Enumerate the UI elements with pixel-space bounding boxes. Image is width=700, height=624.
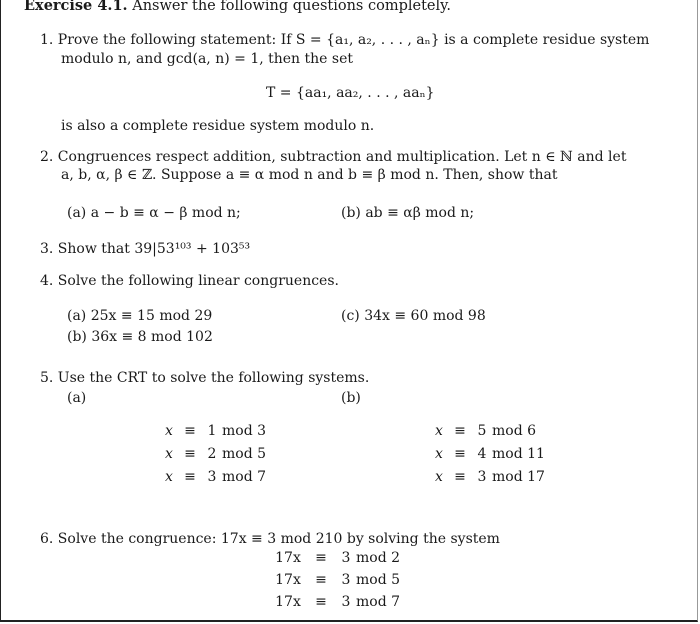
exercise-title: [24, 0, 451, 15]
q1-set-equation: T = {aa₁, aa₂, . . . , aaₙ}: [266, 85, 435, 101]
q6-system: [270, 549, 400, 611]
value: 1: [207, 423, 217, 439]
equation-row: [270, 593, 400, 611]
congruent-sign: ≡: [454, 469, 466, 485]
modulus: mod 7: [356, 594, 401, 610]
exercise-number: Exercise 4.1.: [24, 0, 128, 14]
q3-text: 3. Show that 39|53¹⁰³ + 103⁵³: [40, 241, 251, 257]
value: 2: [207, 446, 217, 462]
q4-part-c: (c) 34x ≡ 60 mod 98: [341, 308, 486, 324]
modulus: mod 5: [222, 446, 267, 462]
q4-part-b: (b) 36x ≡ 8 mod 102: [67, 329, 213, 345]
modulus: mod 11: [492, 446, 545, 462]
value: 5: [477, 423, 487, 439]
congruent-sign: ≡: [184, 469, 196, 485]
equation-row: [160, 445, 266, 463]
congruent-sign: ≡: [315, 572, 327, 588]
lhs: x: [165, 469, 173, 485]
q5-label-b: (b): [341, 390, 361, 406]
q1-line3: is also a complete residue system modulo n.: [61, 118, 375, 134]
q5-system-b: [430, 422, 545, 486]
q6-text: 6. Solve the congruence: 17x ≡ 3 mod 210 by solving the system: [40, 531, 500, 547]
q4-part-a: (a) 25x ≡ 15 mod 29: [67, 308, 213, 324]
equation-row: [430, 422, 545, 440]
q2-line2: a, b, α, β ∈ ℤ. Suppose a ≡ α mod n and b ≡ β mod n. Then, show that: [61, 167, 558, 183]
congruent-sign: ≡: [454, 446, 466, 462]
q2-line1: 2. Congruences respect addition, subtraction and multiplication. Let n ∈ ℕ and let: [40, 149, 627, 165]
q1-line1: 1. Prove the following statement: If S = {a₁, a₂, . . . , aₙ} is a complete residue system: [40, 32, 650, 48]
equation-row: [430, 468, 545, 486]
congruent-sign: ≡: [315, 594, 327, 610]
equation-row: [270, 571, 400, 589]
modulus: mod 5: [356, 572, 401, 588]
lhs: x: [165, 423, 173, 439]
modulus: mod 3: [222, 423, 267, 439]
modulus: mod 7: [222, 469, 267, 485]
equation-row: [270, 549, 400, 567]
equation-row: [430, 445, 545, 463]
q2-part-b: (b) ab ≡ αβ mod n;: [341, 205, 475, 221]
q5-text: 5. Use the CRT to solve the following systems.: [40, 370, 370, 386]
congruent-sign: ≡: [315, 550, 327, 566]
q2-part-a: (a) a − b ≡ α − β mod n;: [67, 205, 241, 221]
lhs: x: [435, 423, 443, 439]
modulus: mod 17: [492, 469, 545, 485]
value: 3: [207, 469, 217, 485]
modulus: mod 6: [492, 423, 537, 439]
equation-row: [160, 468, 266, 486]
lhs: x: [165, 446, 173, 462]
congruent-sign: ≡: [184, 423, 196, 439]
q1-line2: modulo n, and gcd(a, n) = 1, then the set: [61, 51, 353, 67]
q4-text: 4. Solve the following linear congruences.: [40, 273, 339, 289]
lhs: 17x: [275, 572, 301, 588]
q5-label-a: (a): [67, 390, 87, 406]
congruent-sign: ≡: [184, 446, 196, 462]
modulus: mod 2: [356, 550, 401, 566]
q5-system-a: [160, 422, 266, 486]
lhs: 17x: [275, 594, 301, 610]
value: 4: [477, 446, 487, 462]
exercise-instruction: Answer the following questions completely.: [132, 0, 452, 14]
congruent-sign: ≡: [454, 423, 466, 439]
value: 3: [341, 594, 351, 610]
lhs: x: [435, 469, 443, 485]
value: 3: [341, 572, 351, 588]
equation-row: [160, 422, 266, 440]
lhs: 17x: [275, 550, 301, 566]
lhs: x: [435, 446, 443, 462]
value: 3: [477, 469, 487, 485]
value: 3: [341, 550, 351, 566]
